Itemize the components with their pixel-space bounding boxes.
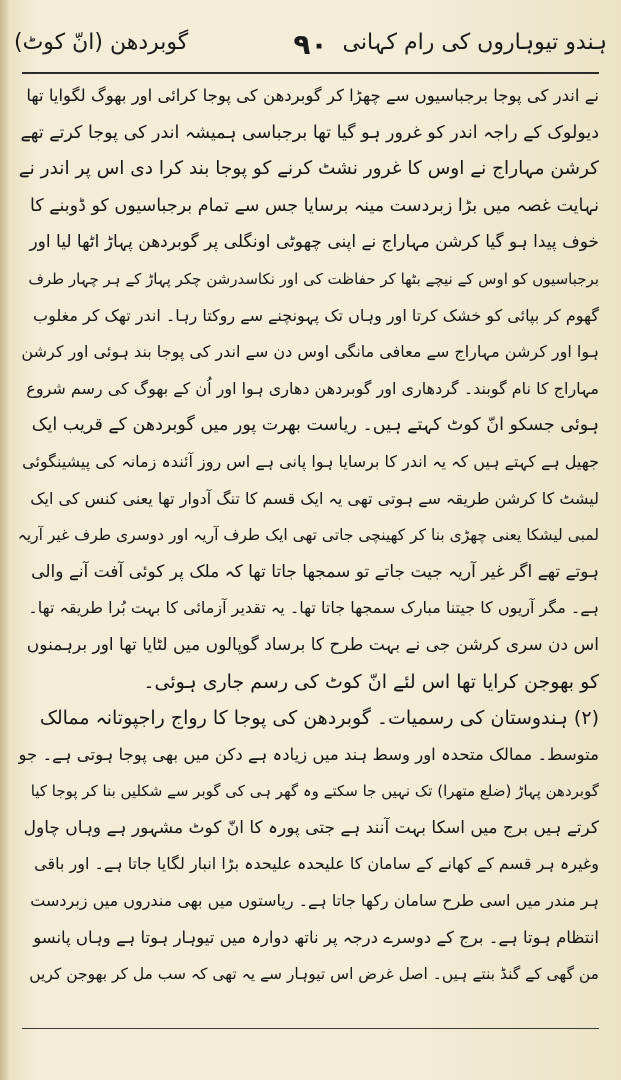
text-line: اس دن سری کرشن جی نے بہت طرح کا برساد گوپالوں میں لٹایا تھا اور برہمنوں bbox=[26, 634, 599, 655]
footer-rule bbox=[22, 1028, 599, 1029]
page-body bbox=[18, 78, 599, 993]
text-line: مہاراج کا نام گوبند۔ گردھاری اور گوبردھن دھاری ہوا اور اُن کے بھوگ کی رسم شروع bbox=[26, 378, 599, 398]
text-line: برجباسیوں کو اوس کے نیچے بٹھا کر حفاظت کی اور نکاسدرشن چکر پہاڑ کے ہر چہار طرف bbox=[28, 269, 599, 288]
text-line: من گھی کے گنڈ بنتے ہیں۔ اصل غرض اس تیوہار سے یہ تھی کہ سب مل کر بھوجن کریں bbox=[29, 965, 599, 984]
text-line: لیشٹ کا کرشن طریقہ سے ہوتی تھی یہ ایک قسم کا تنگ آدوار تھا یعنی کنس کی ایک bbox=[30, 488, 599, 508]
text-line: دیولوک کے راجہ اندر کو غرور ہو گیا تھا برجباسی ہمیشہ اندر کی پوجا کرتے تھے bbox=[20, 122, 599, 143]
text-line: کرتے ہیں برج میں اسکا بہت آنند ہے جتی پورہ کا انّ کوٹ مشہور ہے وہاں چاول bbox=[23, 817, 599, 838]
text-line: ہوا اور کرشن مہاراج سے معافی مانگی اوس دن سے اندر کی پوجا بند ہوئی اور کرشن bbox=[21, 342, 599, 362]
section-heading-line: (۲) ہندوستان کی رسمیات۔ گوبردھن کی پوجا کا رواج راجپوتانہ ممالک bbox=[39, 707, 599, 730]
text-line: متوسط۔ ممالک متحدہ اور وسط ہند میں زیادہ ہے دکن میں بھی پوجا ہوتی ہے۔ جو bbox=[18, 744, 599, 764]
text-line: نے اندر کی پوجا برجباسیوں سے چھڑا کر گوبردھن کی پوجا کرائی اور بھوگ لگوایا تھا bbox=[26, 86, 599, 105]
text-line: وغیرہ ہر قسم کے کھانے کے سامان کا علیحدہ علیحدہ بڑا انبار لگایا جاتا ہے۔ اور باقی bbox=[34, 854, 599, 874]
running-title-left: گوبردھن (انّ کوٹ) bbox=[14, 30, 189, 55]
page-number: ۹۰ bbox=[293, 28, 328, 61]
text-line: کو بھوجن کرایا تھا اس لئے انّ کوٹ کی رسم جاری ہوئی۔ bbox=[143, 670, 599, 693]
page-spine-shadow bbox=[0, 0, 10, 1080]
page-header bbox=[14, 28, 607, 64]
text-line: ہے۔ مگر آریوں کا جیتنا مبارک سمجھا جاتا تھا۔ یہ تقدیر آزمائی کا بہت بُرا طریقہ تھا۔ bbox=[28, 598, 599, 618]
header-rule bbox=[22, 72, 599, 74]
text-line: جھیل ہے کہتے ہیں کہ یہ اندر کا برسایا ہوا پانی ہے اس روز آئندہ زمانہ کی پیشینگوئی bbox=[22, 451, 599, 471]
text-line: خوف پیدا ہو گیا کرشن مہاراج نے اپنی چھوٹی اونگلی پر گوبردھن پہاڑ اٹھا لیا اور bbox=[29, 232, 599, 253]
text-line: انتظام ہوتا ہے۔ برج کے دوسرے درجہ پر ناتھ دوارہ میں تیوہار ہوتا ہے وہاں پانسو bbox=[33, 927, 599, 947]
text-line: گھوم کر بپائی کو خشک کرتا اور وہاں تک پہونچنے سے روکتا رہا۔ اندر تھک کر مغلوب bbox=[33, 305, 599, 325]
text-line: نہایت غصہ میں بڑا زبردست مینہ برسایا جس سے تمام برجباسیوں کو ڈوبنے کا bbox=[30, 195, 599, 216]
text-line: کرشن مہاراج نے اوس کا غرور نشٹ کرنے کو پوجا بند کرا دی اس پر اندر نے bbox=[18, 158, 599, 180]
text-line: ہوئی جسکو انّ کوٹ کہتے ہیں۔ ریاست بھرت پور میں گوبردھن کے قریب ایک bbox=[31, 415, 599, 436]
running-title-right: ہندو تیوہاروں کی رام کہانی bbox=[342, 30, 607, 55]
text-line: ہوتے تھے اگر غیر آریہ جیت جاتے تو سمجھا جاتا تھا کہ ملک پر کوئی آفت آنے والی bbox=[31, 561, 599, 582]
text-line: لمبی لیشکا یعنی چھڑی بنا کر کھینچی جاتی تھی ایک طرف آریہ اور دوسری طرف غیر آریہ bbox=[18, 526, 599, 545]
text-line: گوبردھن پہاڑ (ضلع متھرا) تک نہیں جا سکتے وہ گھر ہی کی گوبر سے شکلیں بنا کر پوجا کیا bbox=[30, 782, 599, 801]
text-line: ہر مندر میں اسی طرح سامان رکھا جاتا ہے۔ ریاستوں میں بھی مندروں میں زبردست bbox=[30, 891, 599, 911]
